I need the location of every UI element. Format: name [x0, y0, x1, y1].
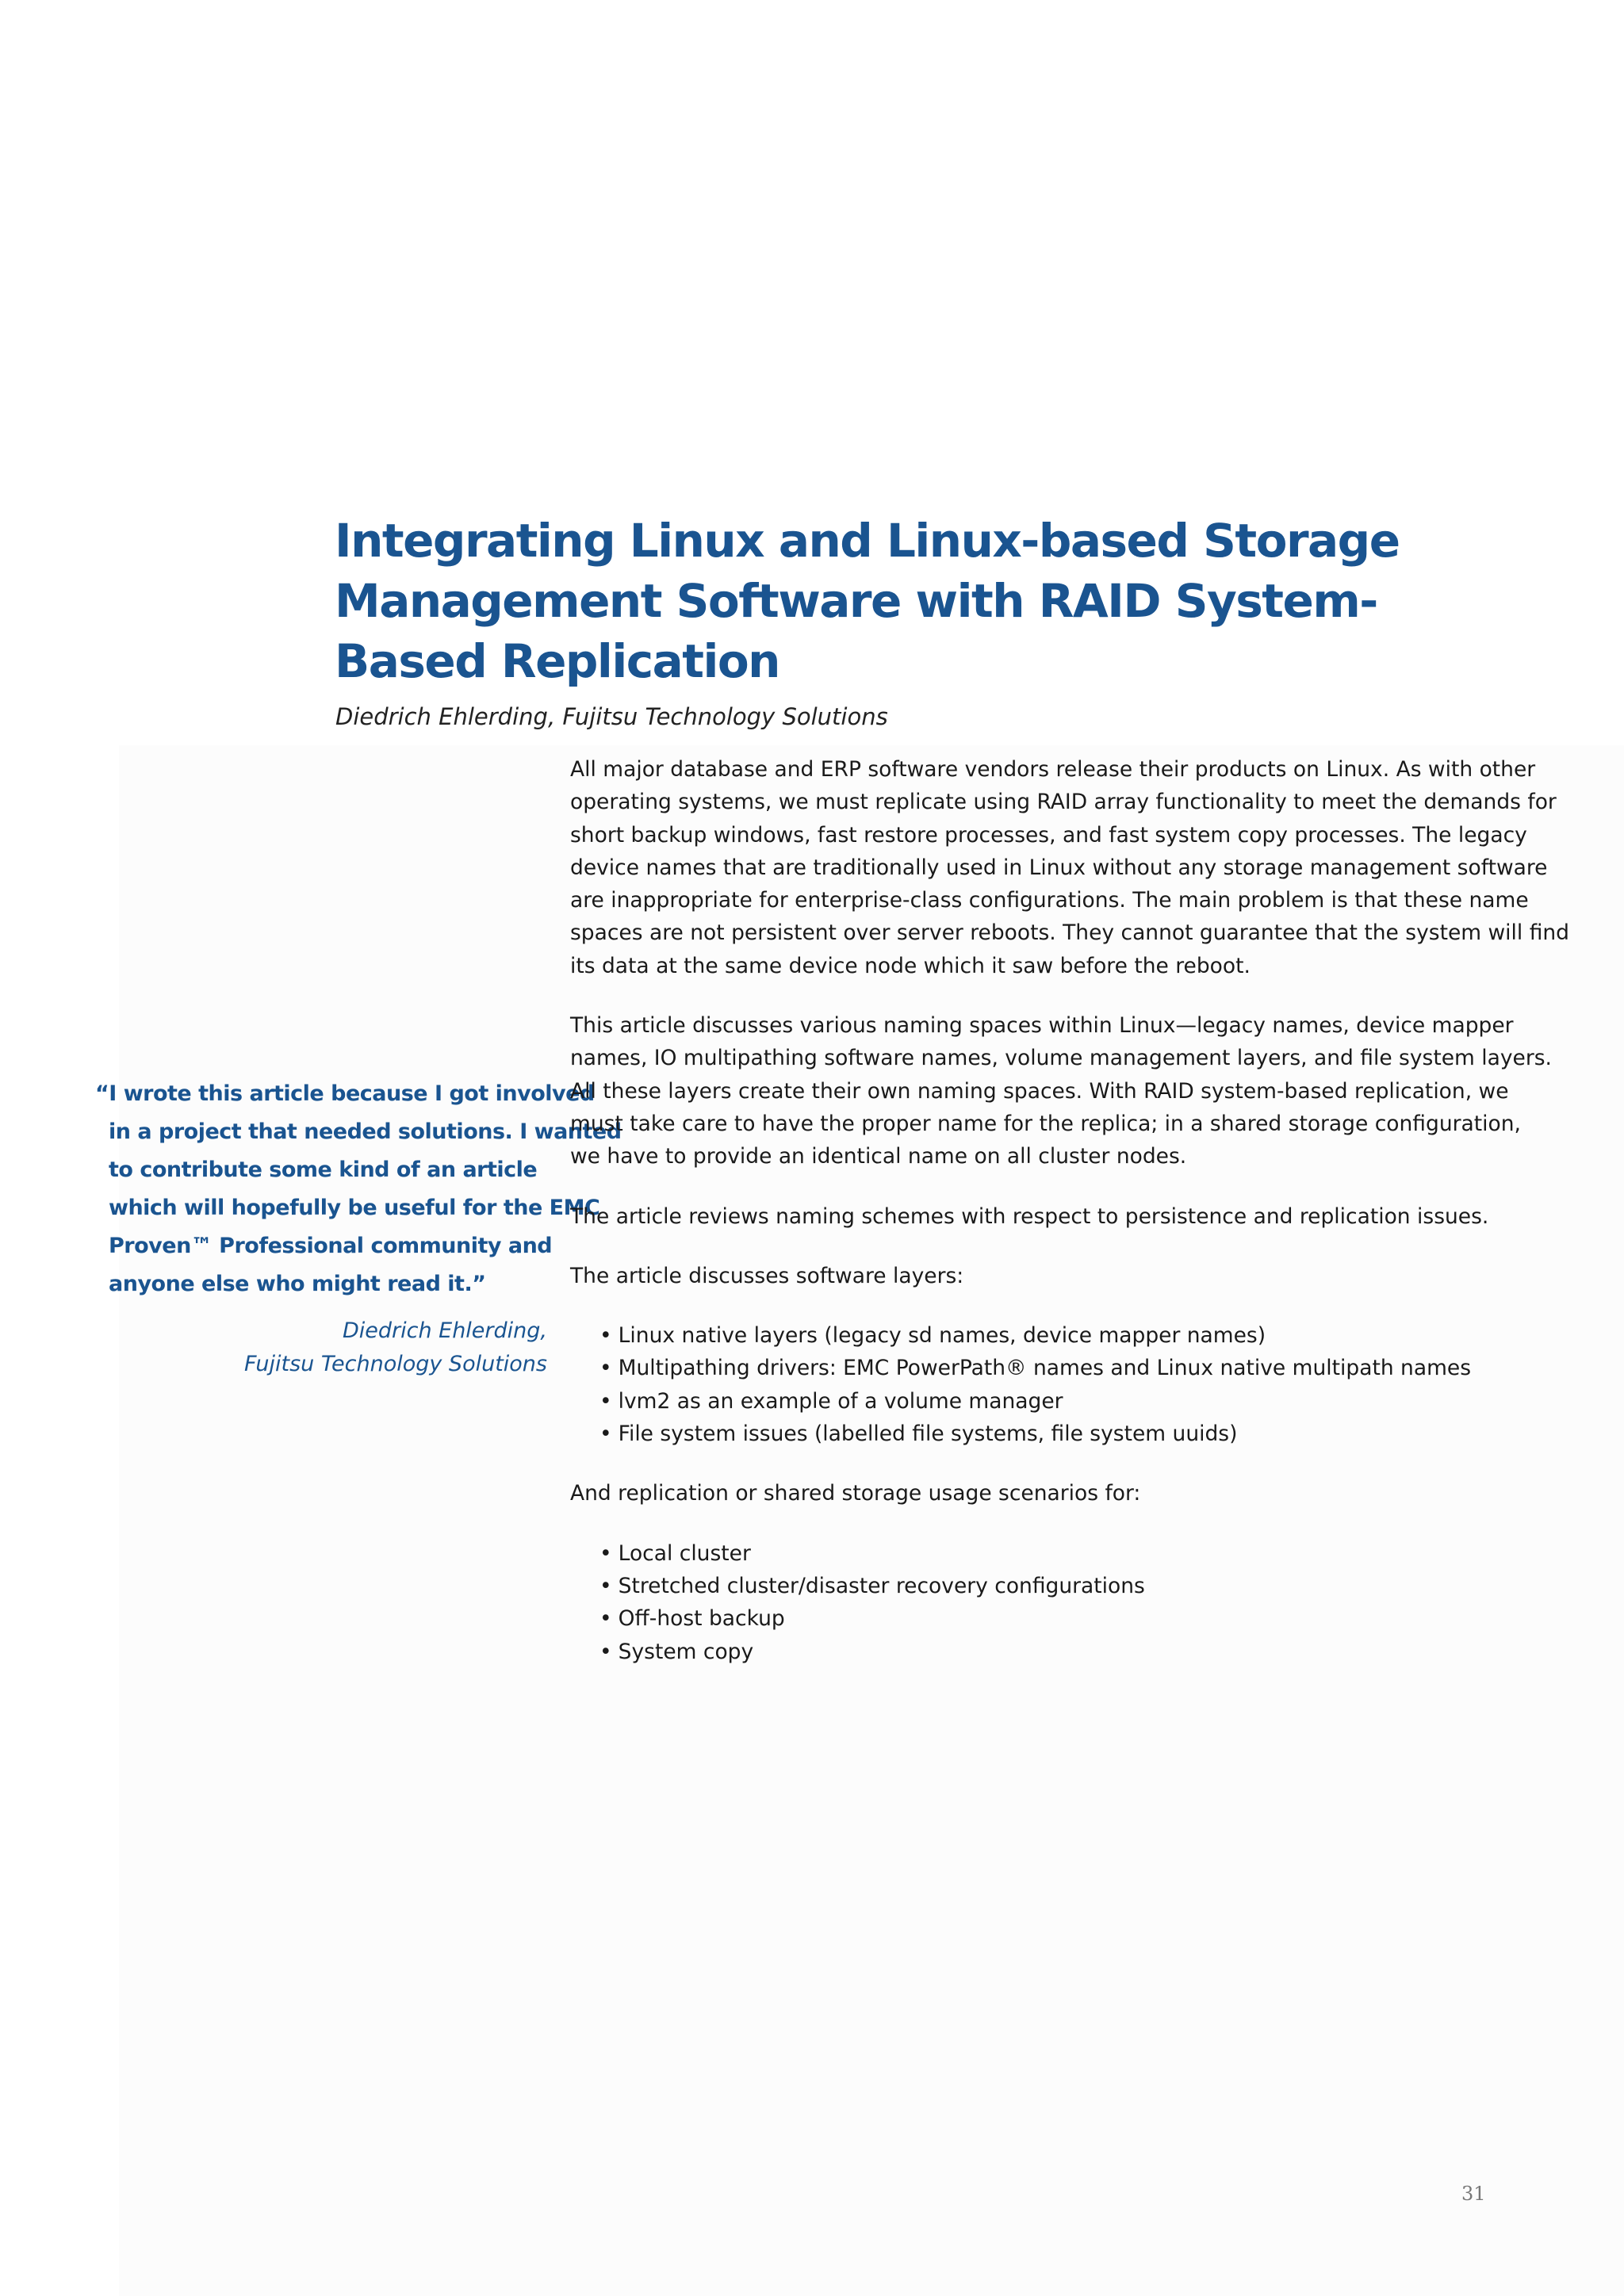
- list-item: [599, 1636, 1506, 1668]
- list-item: [599, 1385, 1506, 1418]
- paragraph-line: we have to provide an identical name on all cluster nodes.: [570, 1144, 1187, 1169]
- body-paragraph: And replication or shared storage usage scenarios for:: [570, 1481, 1141, 1506]
- article-body: [570, 753, 1570, 1695]
- list-item: [599, 1570, 1506, 1602]
- title-line: Based Replication: [335, 634, 779, 688]
- body-paragraph: The article reviews naming schemes with respect to persistence and replication issues.: [570, 1203, 1489, 1229]
- paragraph-line: short backup windows, fast restore processes, and fast system copy processes. The legacy: [570, 822, 1527, 848]
- body-paragraph: [570, 1009, 1552, 1173]
- paragraph-line: must take care to have the proper name for the replica; in a shared storage configuration,: [570, 1111, 1521, 1136]
- paragraph-line: device names that are traditionally used in Linux without any storage management software: [570, 855, 1548, 880]
- pull-quote-line: anyone else who might read it.”: [109, 1272, 486, 1296]
- list-item-text: Local cluster: [618, 1540, 751, 1566]
- bullet-icon: •: [599, 1573, 612, 1598]
- pull-quote: [95, 1075, 622, 1381]
- pull-quote-line: to contribute some kind of an article: [109, 1158, 538, 1182]
- paragraph-line: All major database and ERP software vendors release their products on Linux. As with other: [570, 757, 1536, 782]
- title-line: Integrating Linux and Linux-based Storage: [335, 514, 1400, 568]
- list-item: [599, 1418, 1506, 1450]
- list-item: [599, 1352, 1506, 1384]
- list-item-text: File system issues (labelled file systems, file system uuids): [618, 1422, 1238, 1447]
- list-item-text: lvm2 as an example of a volume manager: [618, 1388, 1063, 1414]
- attribution-name: Diedrich Ehlerding,: [342, 1318, 547, 1343]
- list-item: [599, 1319, 1506, 1352]
- pull-quote-line: which will hopefully be useful for the EMC: [109, 1196, 600, 1220]
- pull-quote-line: “I wrote this article because I got involved: [95, 1081, 595, 1106]
- scenarios-list: [570, 1537, 1506, 1668]
- bullet-icon: •: [599, 1422, 612, 1447]
- bullet-icon: •: [599, 1356, 612, 1381]
- pull-quote-line: in a project that needed solutions. I wanted: [109, 1119, 622, 1144]
- list-item: [599, 1537, 1506, 1570]
- list-item-text: Linux native layers (legacy sd names, device mapper names): [618, 1323, 1266, 1349]
- pull-quote-text: [95, 1075, 622, 1303]
- paragraph-line: This article discusses various naming spaces within Linux—legacy names, device mapper: [570, 1013, 1514, 1039]
- body-paragraph: [570, 753, 1570, 982]
- article-title: [335, 511, 1400, 691]
- body-paragraph: The article discusses software layers:: [570, 1263, 964, 1288]
- paragraph-line: spaces are not persistent over server reboots. They cannot guarantee that the system will find: [570, 920, 1570, 946]
- paragraph-line: operating systems, we must replicate using RAID array functionality to meet the demands for: [570, 790, 1557, 815]
- bullet-icon: •: [599, 1323, 612, 1349]
- pull-quote-line: Proven™ Professional community and: [109, 1234, 553, 1258]
- bullet-icon: •: [599, 1388, 612, 1414]
- page-number: 31: [1461, 2183, 1486, 2205]
- list-item-text: Multipathing drivers: EMC PowerPath® names and Linux native multipath names: [618, 1356, 1472, 1381]
- paragraph-line: All these layers create their own naming spaces. With RAID system-based replication, we: [570, 1078, 1509, 1104]
- paragraph-line: are inappropriate for enterprise-class configurations. The main problem is that these name: [570, 888, 1529, 913]
- paragraph-line: its data at the same device node which it saw before the reboot.: [570, 953, 1251, 978]
- bullet-icon: •: [599, 1639, 612, 1664]
- list-item: [599, 1602, 1506, 1635]
- bullet-icon: •: [599, 1606, 612, 1632]
- attribution-org: Fujitsu Technology Solutions: [243, 1352, 547, 1376]
- title-line: Management Software with RAID System-: [335, 574, 1377, 628]
- paragraph-line: names, IO multipathing software names, volume management layers, and file system layers.: [570, 1046, 1552, 1071]
- author-byline: Diedrich Ehlerding, Fujitsu Technology Solutions: [335, 703, 888, 730]
- list-item-text: Stretched cluster/disaster recovery configurations: [618, 1573, 1145, 1598]
- software-layers-list: [570, 1319, 1506, 1450]
- pull-quote-attribution: [95, 1314, 547, 1381]
- list-item-text: System copy: [618, 1639, 754, 1664]
- list-item-text: Off-host backup: [618, 1606, 785, 1632]
- bullet-icon: •: [599, 1540, 612, 1566]
